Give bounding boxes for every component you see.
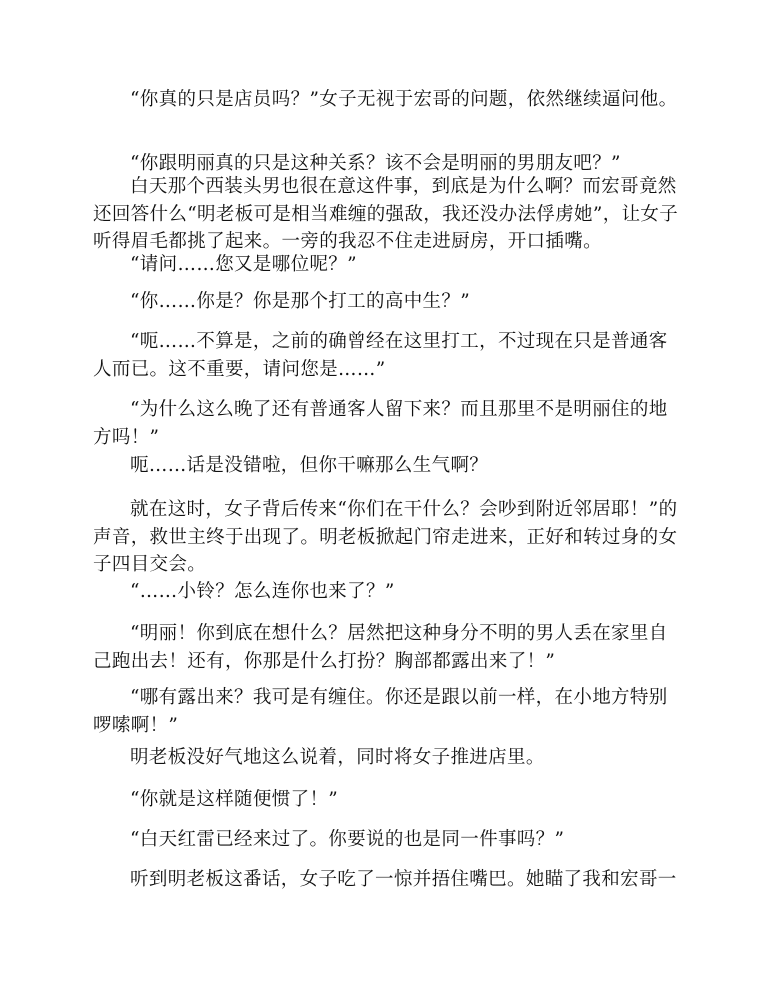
paragraph: “……小铃？怎么连你也来了？” [130,581,395,602]
paragraph: 呃……话是没错啦，但你干嘛那么生气啊？ [130,455,489,476]
paragraph: 白天那个西装头男也很在意这件事，到底是为什么啊？而宏哥竟然还回答什么“明老板可是相当难缠的强敌，我还没办法俘虏她”，让女子听得眉毛都挑了起来。一旁的我忍不住走进厨房，开口插嘴。 [93,176,679,252]
paragraph: “你就是这样随便惯了！” [130,789,339,810]
paragraph: “请问……您又是哪位呢？” [130,254,357,275]
paragraph: “明丽！你到底在想什么？居然把这种身分不明的男人丢在家里自己跑出去！还有，你那是什么打扮？胸部都露出来了！” [93,623,668,672]
paragraph: “白天红雷已经来过了。你要说的也是同一件事吗？” [130,829,565,850]
paragraph: 听到明老板这番话，女子吃了一惊并捂住嘴巴。她瞄了我和宏哥一 [130,869,677,890]
paragraph: “你……你是？你是那个打工的高中生？” [130,291,471,312]
paragraph: “你跟明丽真的只是这种关系？该不会是明丽的男朋友吧？” [130,153,621,174]
paragraph: “你真的只是店员吗？”女子无视于宏哥的问题，依然继续逼问他。 [130,89,678,110]
paragraph: 明老板没好气地这么说着，同时将女子推进店里。 [130,747,545,768]
paragraph: “哪有露出来？我可是有缠住。你还是跟以前一样，在小地方特别啰嗦啊！” [93,687,668,736]
paragraph: “为什么这么晚了还有普通客人留下来？而且那里不是明丽住的地方吗！” [93,399,668,448]
paragraph: 就在这时，女子背后传来“你们在干什么？会吵到附近邻居耶！”的声音，救世主终于出现了。明老板掀起门帘走进来，正好和转过身的女子四目交会。 [93,499,678,575]
paragraph: “呃……不算是，之前的确曾经在这里打工，不过现在只是普通客人而已。这不重要，请问您是……” [93,331,668,380]
